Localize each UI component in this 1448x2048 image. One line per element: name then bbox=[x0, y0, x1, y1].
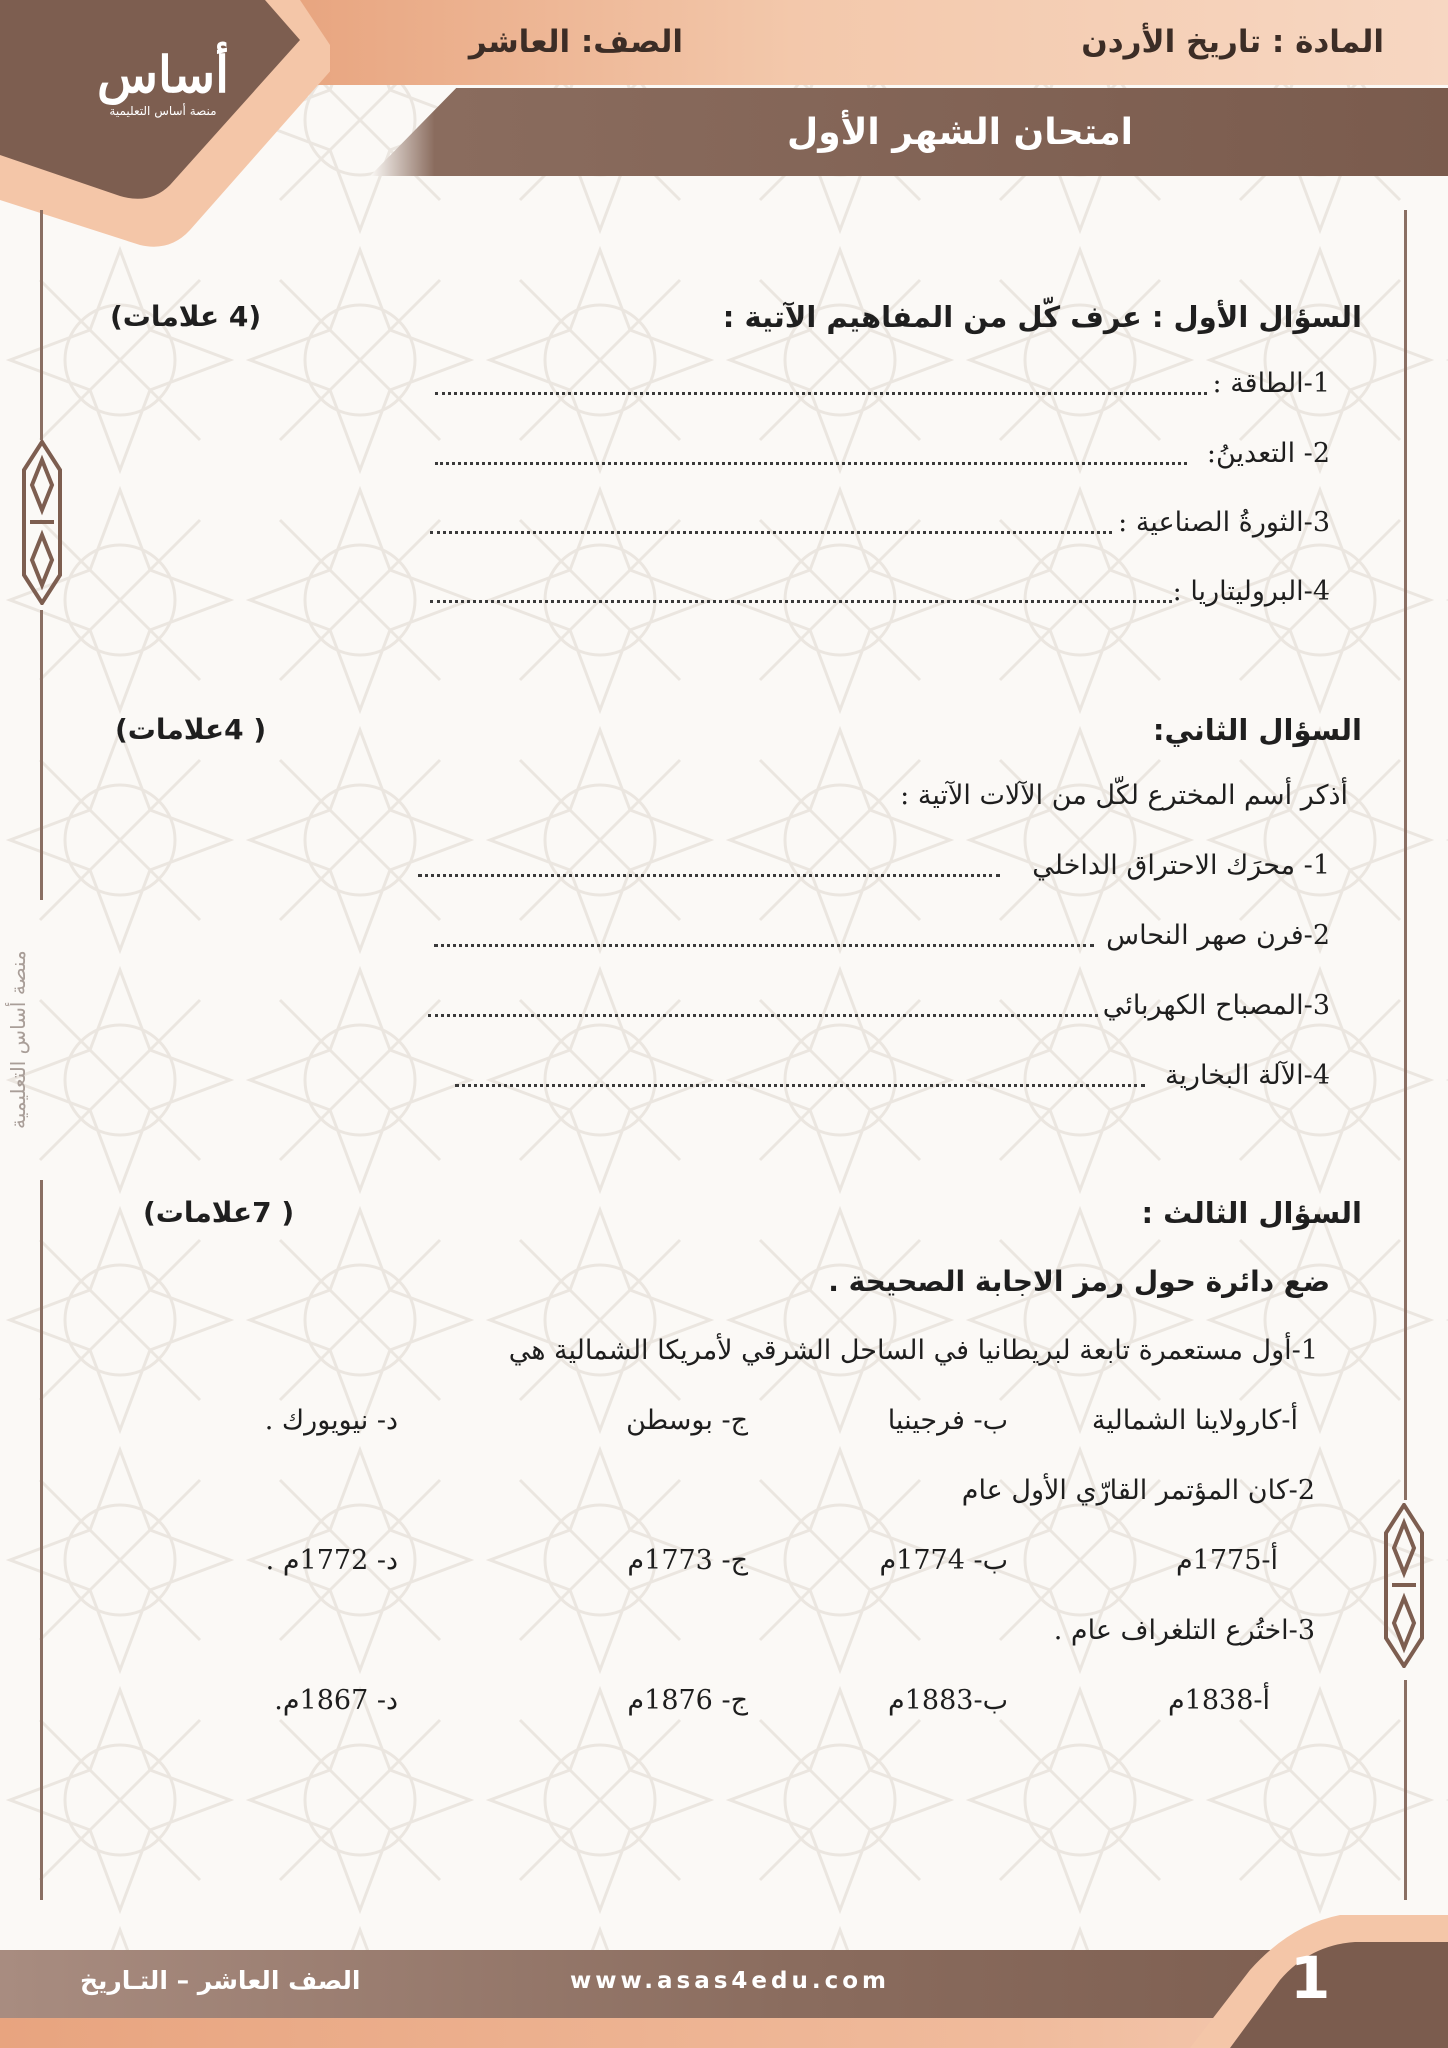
page-number: 1 bbox=[1290, 1944, 1331, 2012]
footer-website-link[interactable]: www.asas4edu.com bbox=[570, 1968, 891, 1994]
answer-line bbox=[434, 944, 1094, 947]
q3-instruction: ضع دائرة حول رمز الاجابة الصحيحة . bbox=[828, 1265, 1330, 1298]
answer-line bbox=[435, 392, 1207, 395]
q1-item: 3-الثورةُ الصناعية : bbox=[1118, 507, 1330, 538]
q1-item: 4-البروليتاريا : bbox=[1172, 576, 1330, 607]
ornament-icon bbox=[20, 440, 64, 605]
q2-title: السؤال الثاني: bbox=[1152, 713, 1362, 747]
answer-line bbox=[435, 462, 1187, 465]
right-border-rule bbox=[1404, 210, 1407, 1500]
q3-title: السؤال الثالث : bbox=[1141, 1196, 1362, 1230]
logo-background-shape bbox=[0, 0, 330, 250]
q1-item: 2- التعدينُ: bbox=[1206, 438, 1330, 469]
q2-marks: ( 4علامات) bbox=[115, 713, 267, 746]
q3-option: د- 1867م. bbox=[274, 1685, 398, 1716]
ornament-icon bbox=[1382, 1503, 1426, 1668]
q3-option: أ-1775م bbox=[1175, 1545, 1278, 1576]
q2-item: 1- محرَك الاحتراق الداخلي bbox=[1032, 850, 1330, 881]
q3-option: أ-كارولاينا الشمالية bbox=[1091, 1405, 1298, 1436]
left-border-rule bbox=[40, 1180, 43, 1900]
answer-line bbox=[430, 531, 1112, 534]
logo bbox=[78, 45, 248, 118]
q3-option: ج- 1773م bbox=[627, 1545, 748, 1576]
q3-option: ب- فرجينيا bbox=[887, 1405, 1008, 1436]
answer-line bbox=[430, 600, 1172, 603]
side-watermark-text: منصة أساس التعليمية bbox=[6, 950, 30, 1130]
q1-marks: (4 علامات) bbox=[110, 300, 262, 333]
q3-option: ب- 1774م bbox=[879, 1545, 1008, 1576]
q2-item: 4-الآلة البخارية bbox=[1164, 1060, 1330, 1091]
q3-option: د- نيويورك . bbox=[264, 1405, 398, 1436]
answer-line bbox=[418, 874, 1000, 877]
exam-title: امتحان الشهر الأول bbox=[787, 112, 1133, 153]
left-border-rule bbox=[40, 210, 43, 440]
q3-question: 2-كان المؤتمر القارّي الأول عام bbox=[961, 1475, 1315, 1506]
answer-line bbox=[428, 1014, 1098, 1017]
answer-line bbox=[455, 1084, 1145, 1087]
q1-item: 1-الطاقة : bbox=[1212, 368, 1330, 399]
q3-option: ب-1883م bbox=[888, 1685, 1008, 1716]
subject-label: المادة : تاريخ الأردن bbox=[1081, 24, 1384, 60]
q3-option: د- 1772م . bbox=[265, 1545, 398, 1576]
q1-title: السؤال الأول : عرف كّل من المفاهيم الآتية : bbox=[722, 300, 1362, 334]
footer-grade-subject: الصف العاشر – التـاريخ bbox=[80, 1966, 361, 1995]
grade-label: الصف: العاشر bbox=[468, 24, 683, 60]
q3-marks: ( 7علامات) bbox=[143, 1196, 295, 1229]
q2-item: 2-فرن صهر النحاس bbox=[1106, 920, 1330, 951]
logo-wordmark: أساس bbox=[96, 45, 230, 104]
q2-item: 3-المصباح الكهربائي bbox=[1102, 990, 1330, 1021]
q3-option: ج- بوسطن bbox=[626, 1405, 748, 1436]
q3-option: ج- 1876م bbox=[627, 1685, 748, 1716]
logo-tagline: منصة أساس التعليمية bbox=[109, 104, 217, 118]
footer-corner-shape bbox=[1190, 1820, 1448, 2048]
q3-question: 1-أول مستعمرة تابعة لبريطانيا في الساحل الشرقي لأمريكا الشمالية هي bbox=[508, 1335, 1318, 1366]
q3-question: 3-اختُرع التلغراف عام . bbox=[1053, 1615, 1315, 1646]
q2-instruction: أذكر أسم المخترع لكّل من الآلات الآتية : bbox=[900, 780, 1348, 811]
q3-option: أ-1838م bbox=[1167, 1685, 1270, 1716]
left-border-rule bbox=[40, 610, 43, 900]
